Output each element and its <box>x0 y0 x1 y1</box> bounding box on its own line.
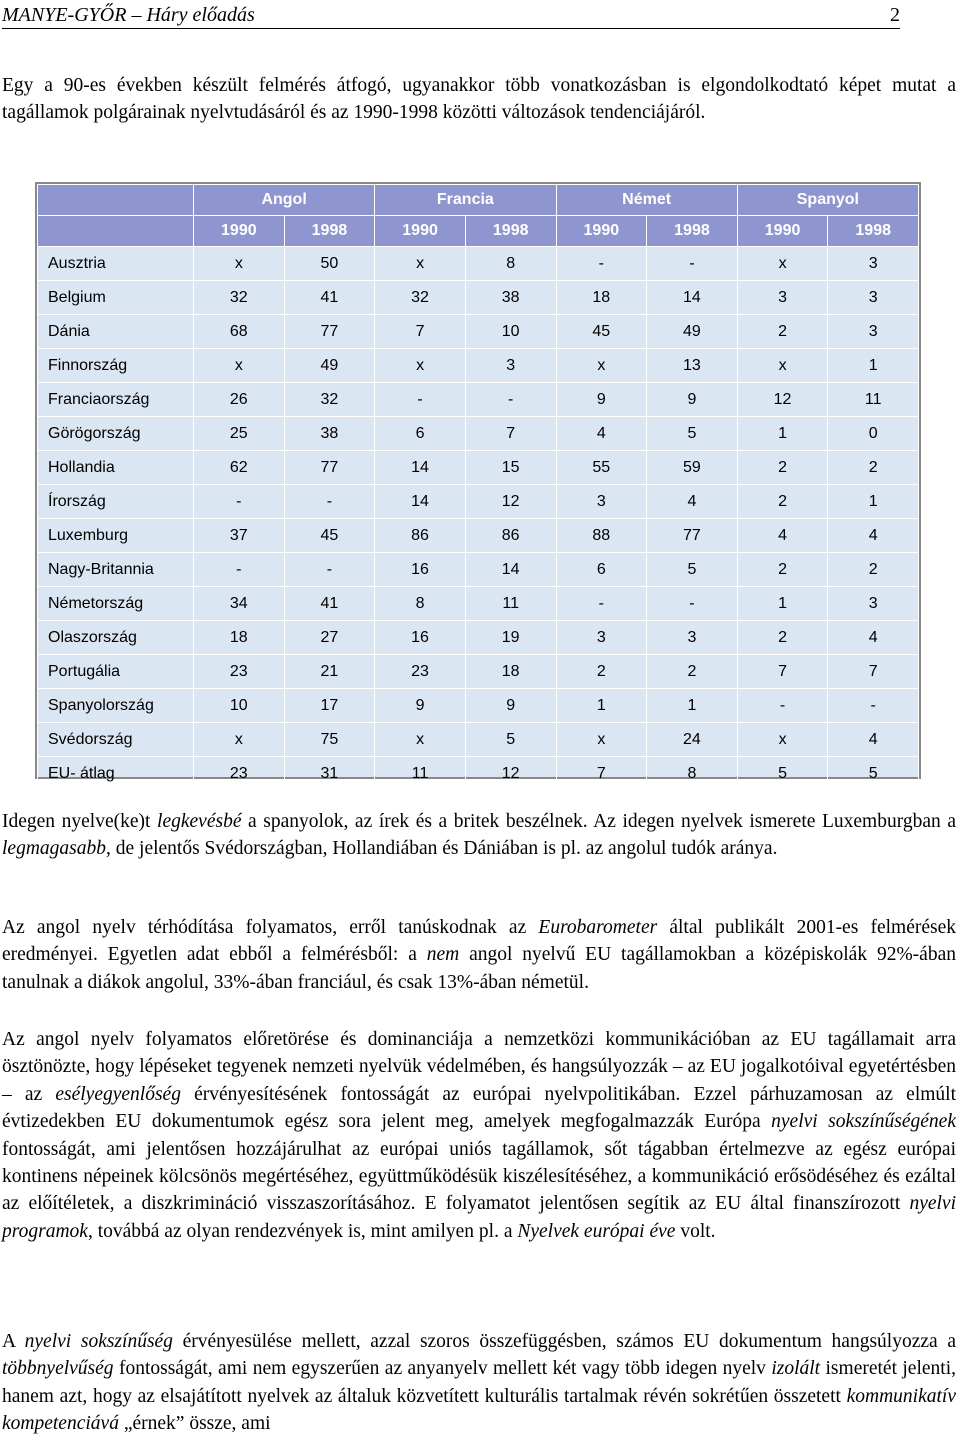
value-cell: 32 <box>194 281 285 315</box>
value-cell: 3 <box>828 315 919 349</box>
value-cell: 14 <box>375 485 466 519</box>
value-cell: 21 <box>284 655 375 689</box>
value-cell: 27 <box>284 621 375 655</box>
paragraph-4 <box>2 1328 956 1438</box>
country-cell: Dánia <box>38 315 194 349</box>
p2-text: angol nyelvű EU tagállamokban a középiskolák 92%-ában tanulnak a diákok angolul, 33%-ában franciául, és csak 13%-ában németül. <box>2 944 956 993</box>
table-row <box>38 689 919 723</box>
value-cell: 49 <box>284 349 375 383</box>
value-cell: 32 <box>375 281 466 315</box>
value-cell: 16 <box>375 553 466 587</box>
value-cell: 10 <box>465 315 556 349</box>
p4-text: A <box>2 1331 25 1352</box>
value-cell: 38 <box>465 281 556 315</box>
value-cell: 7 <box>465 417 556 451</box>
p4-emphasis: izolált <box>771 1358 821 1380</box>
value-cell: - <box>647 247 738 281</box>
value-cell: 8 <box>647 757 738 791</box>
value-cell: x <box>194 723 285 757</box>
value-cell: 50 <box>284 247 375 281</box>
language-knowledge-table <box>37 184 919 791</box>
value-cell: 59 <box>647 451 738 485</box>
value-cell: 7 <box>375 315 466 349</box>
country-cell: Portugália <box>38 655 194 689</box>
value-cell: 88 <box>556 519 647 553</box>
table-row <box>38 281 919 315</box>
value-cell: 2 <box>828 451 919 485</box>
p1-emphasis: legmagasabb <box>2 838 106 860</box>
value-cell: 11 <box>465 587 556 621</box>
year-header: 1998 <box>647 216 738 247</box>
table-row <box>38 383 919 417</box>
p3-text: Az angol nyelv folyamatos előretörése és dominanciája a nemzetközi kommunikációban az EU tagállamait arra ösztönözte, hogy lépéseket tegyenek nemzeti nyelvük védelmében, és hangsúlyozzák – az EU jogalkotóival egyetértésben – az <box>2 1029 956 1105</box>
p4-text: ismeretét jelenti, hanem azt, hogy az elsajátított nyelvek az általuk közvetített kulturális tartalmak révén sokrétűen összetett <box>2 1358 956 1407</box>
value-cell: 6 <box>556 553 647 587</box>
value-cell: 34 <box>194 587 285 621</box>
value-cell: 2 <box>828 553 919 587</box>
value-cell: - <box>465 383 556 417</box>
country-cell: Luxemburg <box>38 519 194 553</box>
value-cell: 5 <box>828 757 919 791</box>
value-cell: - <box>284 553 375 587</box>
value-cell: 1 <box>828 349 919 383</box>
value-cell: 9 <box>465 689 556 723</box>
value-cell: 11 <box>828 383 919 417</box>
value-cell: 18 <box>194 621 285 655</box>
p3-emphasis: nyelvi programok <box>2 1193 956 1242</box>
table-row <box>38 655 919 689</box>
value-cell: - <box>194 553 285 587</box>
paragraph-1 <box>2 808 956 863</box>
header-title: MANYE-GYŐR – Háry előadás <box>2 4 255 26</box>
value-cell: 14 <box>375 451 466 485</box>
corner-cell <box>38 185 194 216</box>
paragraph-3 <box>2 1026 956 1245</box>
value-cell: 77 <box>284 315 375 349</box>
value-cell: 5 <box>647 417 738 451</box>
value-cell: 14 <box>465 553 556 587</box>
value-cell: 25 <box>194 417 285 451</box>
value-cell: 13 <box>647 349 738 383</box>
value-cell: 41 <box>284 587 375 621</box>
country-cell: Ausztria <box>38 247 194 281</box>
p4-emphasis: többnyelvűség <box>2 1358 114 1380</box>
country-cell: Belgium <box>38 281 194 315</box>
value-cell: 77 <box>647 519 738 553</box>
table-row <box>38 485 919 519</box>
value-cell: 23 <box>375 655 466 689</box>
value-cell: 62 <box>194 451 285 485</box>
value-cell: x <box>375 349 466 383</box>
table-row <box>38 621 919 655</box>
value-cell: x <box>194 247 285 281</box>
year-header: 1998 <box>828 216 919 247</box>
value-cell: 9 <box>647 383 738 417</box>
p1-text: Idegen nyelve(ke)t <box>2 811 158 832</box>
value-cell: 2 <box>556 655 647 689</box>
value-cell: 2 <box>647 655 738 689</box>
p3-text: volt. <box>675 1220 716 1242</box>
value-cell: 2 <box>737 451 828 485</box>
value-cell: 0 <box>828 417 919 451</box>
p3-text: érvényesítésének fontosságát az európai nyelvpolitikában. Ezzel párhuzamosan az elmúlt évtizedekben EU dokumentumok egész sora jelent meg, amelyek megfogalmazzák Európa <box>2 1083 957 1133</box>
value-cell: - <box>556 247 647 281</box>
value-cell: 1 <box>647 689 738 723</box>
value-cell: 37 <box>194 519 285 553</box>
value-cell: 11 <box>375 757 466 791</box>
value-cell: x <box>737 723 828 757</box>
p3-emphasis: esélyegyenlőség <box>55 1083 181 1105</box>
value-cell: 9 <box>556 383 647 417</box>
country-cell: Hollandia <box>38 451 194 485</box>
year-header-row <box>38 216 919 247</box>
value-cell: 45 <box>284 519 375 553</box>
value-cell: 23 <box>194 757 285 791</box>
value-cell: 38 <box>284 417 375 451</box>
value-cell: 3 <box>465 349 556 383</box>
value-cell: 55 <box>556 451 647 485</box>
p3-emphasis: Nyelvek európai éve <box>517 1220 676 1242</box>
p3-emphasis: nyelvi sokszínűségének <box>771 1111 956 1133</box>
table-row <box>38 349 919 383</box>
value-cell: 4 <box>737 519 828 553</box>
value-cell: 31 <box>284 757 375 791</box>
table-row <box>38 723 919 757</box>
value-cell: 75 <box>284 723 375 757</box>
year-header: 1990 <box>737 216 828 247</box>
country-cell: Németország <box>38 587 194 621</box>
country-cell: Franciaország <box>38 383 194 417</box>
value-cell: 3 <box>737 281 828 315</box>
value-cell: 17 <box>284 689 375 723</box>
p4-text: fontosságát, ami nem egyszerűen az anyanyelv mellett két vagy több idegen nyelv <box>113 1358 772 1380</box>
country-cell: Írország <box>38 485 194 519</box>
p2-emphasis: nem <box>426 944 460 966</box>
value-cell: 14 <box>647 281 738 315</box>
value-cell: 1 <box>828 485 919 519</box>
table-row <box>38 417 919 451</box>
value-cell: - <box>284 485 375 519</box>
country-cell: Olaszország <box>38 621 194 655</box>
value-cell: 49 <box>647 315 738 349</box>
country-cell: Nagy-Britannia <box>38 553 194 587</box>
value-cell: 2 <box>737 621 828 655</box>
value-cell: 10 <box>194 689 285 723</box>
value-cell: 9 <box>375 689 466 723</box>
value-cell: - <box>194 485 285 519</box>
year-header: 1990 <box>375 216 466 247</box>
country-cell: EU- átlag <box>38 757 194 791</box>
language-header: Német <box>556 185 737 216</box>
value-cell: x <box>194 349 285 383</box>
value-cell: 86 <box>465 519 556 553</box>
p3-text: , továbbá az olyan rendezvények is, mint amilyen pl. a <box>87 1220 518 1242</box>
value-cell: 18 <box>465 655 556 689</box>
year-header: 1998 <box>465 216 556 247</box>
value-cell: 16 <box>375 621 466 655</box>
value-cell: 45 <box>556 315 647 349</box>
value-cell: x <box>737 349 828 383</box>
value-cell: 5 <box>465 723 556 757</box>
table-row <box>38 315 919 349</box>
value-cell: 7 <box>737 655 828 689</box>
value-cell: x <box>556 723 647 757</box>
value-cell: 3 <box>556 621 647 655</box>
value-cell: 5 <box>737 757 828 791</box>
value-cell: 4 <box>828 621 919 655</box>
value-cell: 12 <box>465 757 556 791</box>
value-cell: - <box>828 689 919 723</box>
language-header: Angol <box>194 185 375 216</box>
value-cell: 77 <box>284 451 375 485</box>
p4-text: „érnek” össze, ami <box>118 1413 271 1435</box>
p1-text: , de jelentős Svédországban, Hollandiában és Dániában is pl. az angolul tudók aránya. <box>106 838 778 860</box>
value-cell: - <box>737 689 828 723</box>
value-cell: x <box>556 349 647 383</box>
value-cell: 2 <box>737 315 828 349</box>
value-cell: 41 <box>284 281 375 315</box>
p4-emphasis: kommunikatív kompetenciává <box>2 1385 956 1435</box>
value-cell: 32 <box>284 383 375 417</box>
value-cell: 3 <box>556 485 647 519</box>
value-cell: - <box>647 587 738 621</box>
value-cell: 3 <box>828 247 919 281</box>
table-row <box>38 757 919 791</box>
value-cell: 86 <box>375 519 466 553</box>
intro-paragraph: Egy a 90-es években készült felmérés átfogó, ugyanakkor több vonatkozásban is elgondolkodtató képet mutat a tagállamok polgárainak nyelvtudásáról és az 1990-1998 közötti változások tendenciájáról. <box>2 75 956 124</box>
value-cell: 7 <box>556 757 647 791</box>
p2-text: által publikált 2001-es felmérések eredményei. Egyetlen adat ebből a felmérésből: a <box>2 917 956 966</box>
value-cell: 3 <box>828 281 919 315</box>
table-row <box>38 451 919 485</box>
year-header: 1998 <box>284 216 375 247</box>
p1-emphasis: legkevésbé <box>157 811 242 832</box>
table-row <box>38 553 919 587</box>
country-cell: Svédország <box>38 723 194 757</box>
value-cell: 19 <box>465 621 556 655</box>
value-cell: 1 <box>556 689 647 723</box>
value-cell: 4 <box>828 519 919 553</box>
p4-text: érvényesülése mellett, azzal szoros összefüggésben, számos EU dokumentum hangsúlyozza a <box>172 1331 956 1352</box>
year-header: 1990 <box>556 216 647 247</box>
paragraph-2 <box>2 914 956 996</box>
value-cell: - <box>556 587 647 621</box>
value-cell: x <box>375 723 466 757</box>
table-body <box>38 247 919 791</box>
value-cell: 24 <box>647 723 738 757</box>
language-header: Francia <box>375 185 556 216</box>
page-header <box>2 4 900 29</box>
value-cell: 7 <box>828 655 919 689</box>
page-number: 2 <box>890 4 900 26</box>
value-cell: 12 <box>465 485 556 519</box>
value-cell: 2 <box>737 553 828 587</box>
value-cell: 3 <box>647 621 738 655</box>
p1-text: a spanyolok, az írek és a britek beszélnek. Az idegen nyelvek ismerete Luxemburgban a <box>241 811 957 832</box>
p2-emphasis: Eurobarometer <box>538 917 658 938</box>
p4-emphasis: nyelvi sokszínűség <box>24 1331 173 1352</box>
value-cell: 5 <box>647 553 738 587</box>
table-row <box>38 519 919 553</box>
value-cell: 2 <box>737 485 828 519</box>
language-header-row <box>38 185 919 216</box>
table-row <box>38 587 919 621</box>
value-cell: 8 <box>465 247 556 281</box>
country-cell: Görögország <box>38 417 194 451</box>
value-cell: x <box>375 247 466 281</box>
language-table-container <box>35 182 921 782</box>
country-cell: Spanyolország <box>38 689 194 723</box>
value-cell: 3 <box>828 587 919 621</box>
p2-text: Az angol nyelv térhódítása folyamatos, erről tanúskodnak az <box>2 917 539 938</box>
country-cell: Finnország <box>38 349 194 383</box>
value-cell: 6 <box>375 417 466 451</box>
table-row <box>38 247 919 281</box>
value-cell: 4 <box>647 485 738 519</box>
value-cell: 26 <box>194 383 285 417</box>
year-header: 1990 <box>194 216 285 247</box>
value-cell: 68 <box>194 315 285 349</box>
p3-text: fontosságát, ami jelentősen hozzájárulhat az európai uniós tagállamok, sőt tágabban értelmezve az egész európai kontinens népeinek kölcsönös megértéséhez, együttműködésük kiszélesítéséhez, a kommunikáció erősödéséhez és ezáltal az előítéletek, a diszkrimináció visszaszorításához. E folyamatot jelentősen segítik az EU által finanszírozott <box>2 1138 956 1215</box>
value-cell: x <box>737 247 828 281</box>
value-cell: 1 <box>737 587 828 621</box>
value-cell: 8 <box>375 587 466 621</box>
language-header: Spanyol <box>737 185 918 216</box>
value-cell: 4 <box>828 723 919 757</box>
value-cell: 23 <box>194 655 285 689</box>
value-cell: - <box>375 383 466 417</box>
value-cell: 1 <box>737 417 828 451</box>
value-cell: 15 <box>465 451 556 485</box>
value-cell: 4 <box>556 417 647 451</box>
corner-cell <box>38 216 194 247</box>
value-cell: 12 <box>737 383 828 417</box>
value-cell: 18 <box>556 281 647 315</box>
